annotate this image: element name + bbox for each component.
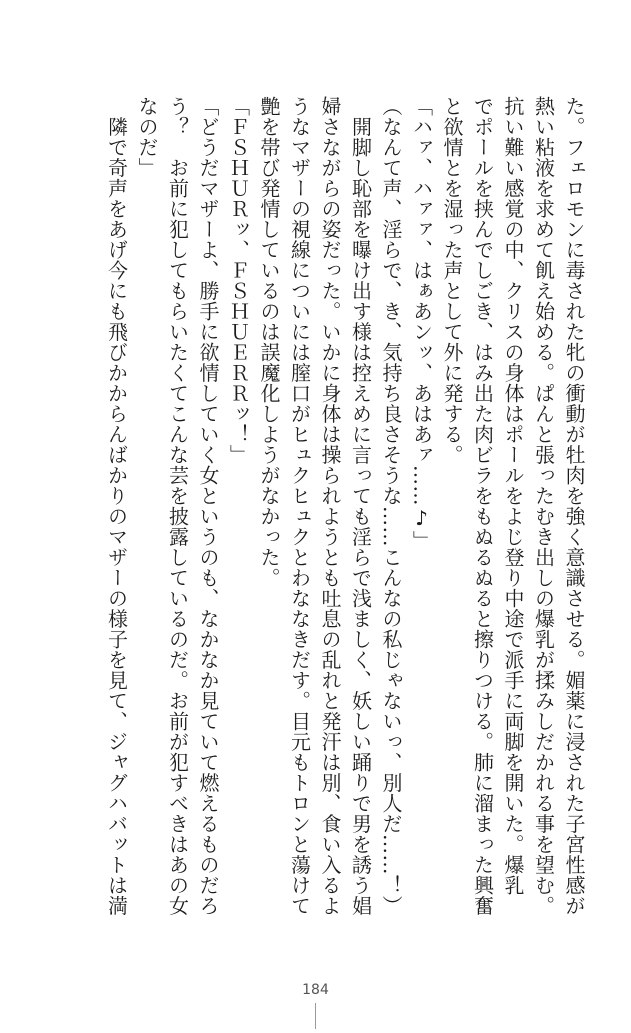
text-line: 開脚し恥部を曝け出す様は控えめに言っても淫らで浅ましく、妖しい踊りで男を誘う娼 — [348, 96, 373, 916]
text-line: 熱い粘液を求めて飢え始める。ぱんと張ったむき出しの爆乳が揉みしだかれる事を望む。 — [531, 96, 556, 916]
page-number: 184 — [302, 982, 329, 998]
text-line: 艶を帯び発情しているのは誤魔化しようがなかった。 — [257, 96, 281, 588]
text-line: う？ お前に犯してもらいたくてこんな芸を披露しているのだ。お前が犯すべきはあの女 — [165, 96, 190, 916]
text-line: （なんて声、淫らで、き、気持ち良さそうな……こんなの私じゃないっ、別人だ……！） — [379, 96, 403, 916]
body-text — [101, 96, 589, 956]
text-line: うなマザーの視線についには膣口がヒュクヒュクとわななきだす。目元もトロンと蕩けて — [287, 96, 312, 916]
text-line: 抗い難い感覚の中、クリスの身体はポールをよじ登り中途で派手に両脚を開いた。爆乳 — [501, 96, 525, 896]
text-line: でポールを挟んでしごき、はみ出た肉ビラをもぬるぬると擦りつける。肺に溜まった興奮 — [470, 96, 495, 916]
text-line: と欲情とを湿った声として外に発する。 — [440, 96, 464, 465]
text-line: なのだ」 — [135, 96, 159, 178]
text-line: た。フェロモンに毒された牝の衝動が牡肉を強く意識させる。媚薬に浸された子宮性感が — [562, 96, 586, 916]
folio-rule — [315, 1003, 316, 1029]
text-line: 婦さながらの姿だった。いかに身体は操られようとも吐息の乱れと発汗は別、食い入るよ — [318, 96, 342, 916]
text-line: 隣で奇声をあげ今にも飛びかからんばかりのマザーの様子を見て、ジャグハバットは満 — [104, 96, 129, 916]
text-line: 「ハァ、ハァァ、はぁあンッ、あはあァ……♪」 — [409, 96, 434, 551]
text-line: 「ＦＳＨＵＲッ、ＦＳＨＵＥＲＲッ！」 — [226, 96, 251, 465]
text-line: 「どうだマザーよ、勝手に欲情していく女というのも、なかなか見ていて燃えるものだろ — [196, 96, 220, 916]
